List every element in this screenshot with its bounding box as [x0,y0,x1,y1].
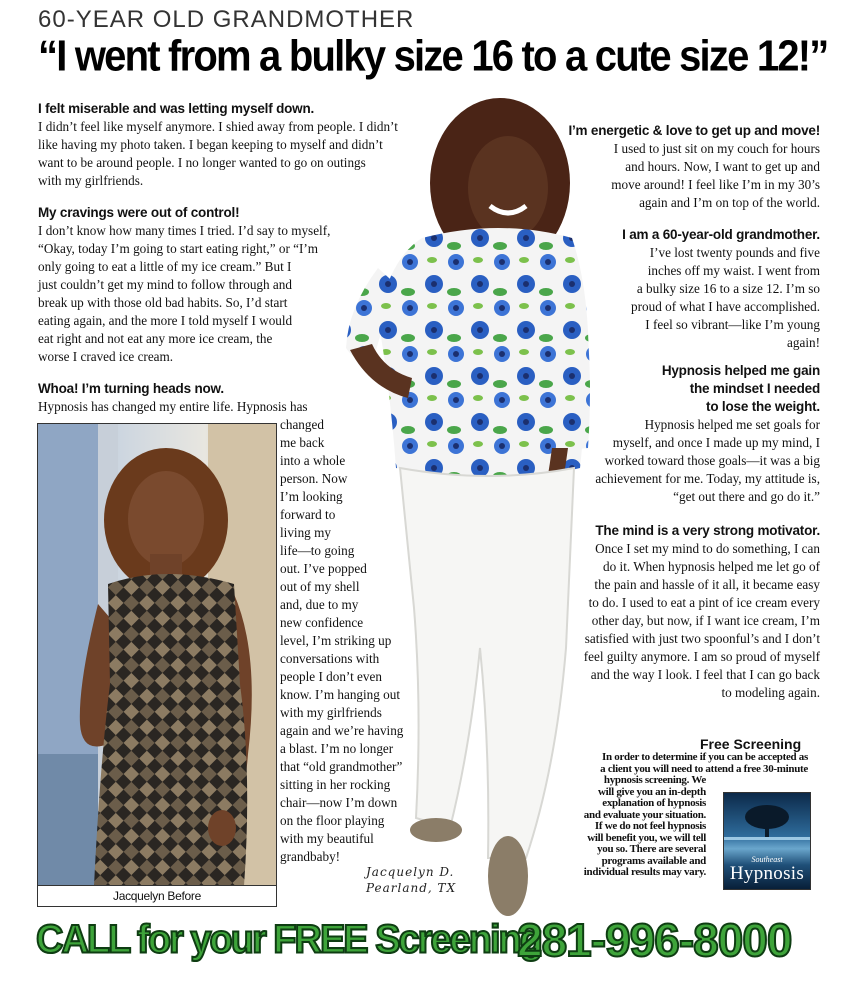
text-line: I don’t know how many times I tried. I’d say to myself, [38,223,331,238]
text-line: inches off my waist. I went from [647,263,820,278]
text-line: move around! I feel like I’m in my 30’s [611,177,820,192]
before-caption: Jacquelyn Before [38,885,276,906]
text-line: Hypnosis has changed my entire life. Hypnosis has [38,399,308,414]
text-line: myself, and once I made up my mind, I [612,435,820,450]
text-line: changed [280,417,324,432]
text-line: Hypnosis helped me set goals for [644,417,820,432]
section-title: My cravings were out of control! [38,205,240,220]
text-line: on the floor playing [280,813,385,828]
text-line: sitting in her rocking [280,777,391,792]
text-line: people I don’t even [280,669,382,684]
text-line: hypnosis screening. We [603,774,706,786]
before-photo [37,423,277,907]
text-line: do it. When hypnosis helped me let go of [603,559,820,574]
text-line: to do. I used to eat a pint of ice cream every [588,595,820,610]
text-line: again! [787,335,820,350]
text-line: eat right and not eat any more ice cream, the [38,331,273,346]
text-line: explanation of hypnosis [602,797,706,809]
text-line: I’ve lost twenty pounds and five [649,245,820,260]
section-energetic [520,122,820,212]
section-mindset [560,362,820,506]
signature [366,864,456,896]
text-line: worse I craved ice cream. [38,349,174,364]
free-screening-title: Free Screening [700,736,802,752]
text-line: proud of what I have accomplished. [631,299,820,314]
text-line: “get out there and go do it.” [673,489,820,504]
text-line: living my [280,525,331,540]
text-line: conversations with [280,651,380,666]
text-line: to modeling again. [721,685,820,700]
phone-number[interactable]: 281-996-8000 [517,914,792,966]
text-line: chair—now I’m down [280,795,398,810]
section-title: Hypnosis helped me gain [661,363,820,378]
logo-big-text: Hypnosis [729,863,805,884]
logo-small-text: Southeast [751,855,783,864]
text-line: new confidence [280,615,364,630]
text-line: that “old grandmother” [280,759,403,774]
text-line: If we do not feel hypnosis [594,820,706,832]
text-line: achievement for me. Today, my attitude is, [595,471,820,486]
hypnosis-logo [723,792,811,890]
text-line: Once I set my mind to do something, I can [595,541,820,556]
text-line: the pain and hassle of it all, it became easy [594,577,820,592]
text-line: out. I’ve popped [280,561,367,576]
text-line: again and I’m on top of the world. [639,195,820,210]
tree-icon [724,793,810,853]
text-line: will benefit you, we will tell [587,831,706,844]
text-line: break up with those old bad habits. So, I’d start [38,295,288,310]
signature-name: Jacquelyn D. [366,865,455,879]
text-line: person. Now [280,471,348,486]
text-line: I feel so vibrant—like I’m young [645,317,820,332]
signature-location: Pearland, TX [366,881,457,895]
before-photo-image [38,424,276,886]
text-line: “Okay, today I’m going to start eating right,” or “I’m [38,241,319,256]
text-line: programs available and [601,854,706,867]
cta-text: CALL for your FREE Screening [36,918,541,963]
section-title: I am a 60-year-old grandmother. [622,227,820,242]
section-turning-heads [38,380,368,416]
section-title: to lose the weight. [706,399,820,414]
text-line: with my girlfriends. [38,173,144,188]
text-line: a bulky size 16 to a size 12. I’m so [636,281,820,296]
text-line: In order to determine if you can be accepted as [602,751,808,763]
text-line: other day, but now, if I want ice cream, I’m [591,613,820,628]
section-motivator [520,522,820,702]
section-cravings [38,204,368,366]
text-line: grandbaby! [280,849,341,864]
text-line: I’m looking [280,489,343,504]
section-title: Whoa! I’m turning heads now. [38,381,224,396]
section-title: the mindset I needed [689,381,820,396]
section-grandmother [560,226,820,352]
text-line: and evaluate your situation. [583,808,706,821]
text-line: worked toward those goals—it was a big [604,453,820,468]
section-title: The mind is a very strong motivator. [595,523,820,538]
text-line: level, I’m striking up [280,633,392,648]
text-line: into a whole [280,453,346,468]
text-line: out of my shell [280,579,360,594]
text-line: with my beautiful [280,831,374,846]
text-line: life—to going [280,543,355,558]
text-line: eating again, and the more I told myself I would [38,313,293,328]
text-line: again and we’re having [280,723,404,738]
text-line: a blast. I’m no longer [280,741,394,756]
kicker: 60-YEAR OLD GRANDMOTHER [38,6,415,33]
text-line: will give you an in-depth [597,785,706,798]
text-line: like having my photo taken. I began keeping to myself and didn’t [38,137,383,152]
text-line: a client you will need to attend a free 30-minute [600,762,808,775]
text-line: individual results may vary. [583,866,706,878]
text-line: with my girlfriends [280,705,382,720]
text-line: want to be around people. I no longer wanted to go on outings [38,155,366,170]
text-line: just couldn’t get my mind to follow through and [38,277,292,292]
text-line: and hours. Now, I want to get up and [625,159,820,174]
text-line: forward to [280,507,336,522]
text-line: I didn’t feel like myself anymore. I shied away from people. I didn’t [38,119,398,134]
section-title: I felt miserable and was letting myself down. [38,101,315,116]
text-line: satisfied with just two spoonful’s and I don’t [584,631,820,646]
text-line: only going to eat a little of my ice cream.” But I [38,259,292,274]
text-line: feel guilty anymore. I am so proud of myself [583,649,820,664]
text-line: know. I’m hanging out [280,687,401,702]
section-title: I’m energetic & love to get up and move! [568,123,820,138]
text-line: and, due to my [280,597,359,612]
text-line: I used to just sit on my couch for hours [613,141,820,156]
woman-photo [330,88,600,928]
headline: “I went from a bulky size 16 to a cute size 12!” [38,32,828,81]
text-line: me back [280,435,325,450]
text-line: and the way I look. I feel that I can go back [590,667,820,682]
text-line: you so. There are several [597,843,706,855]
